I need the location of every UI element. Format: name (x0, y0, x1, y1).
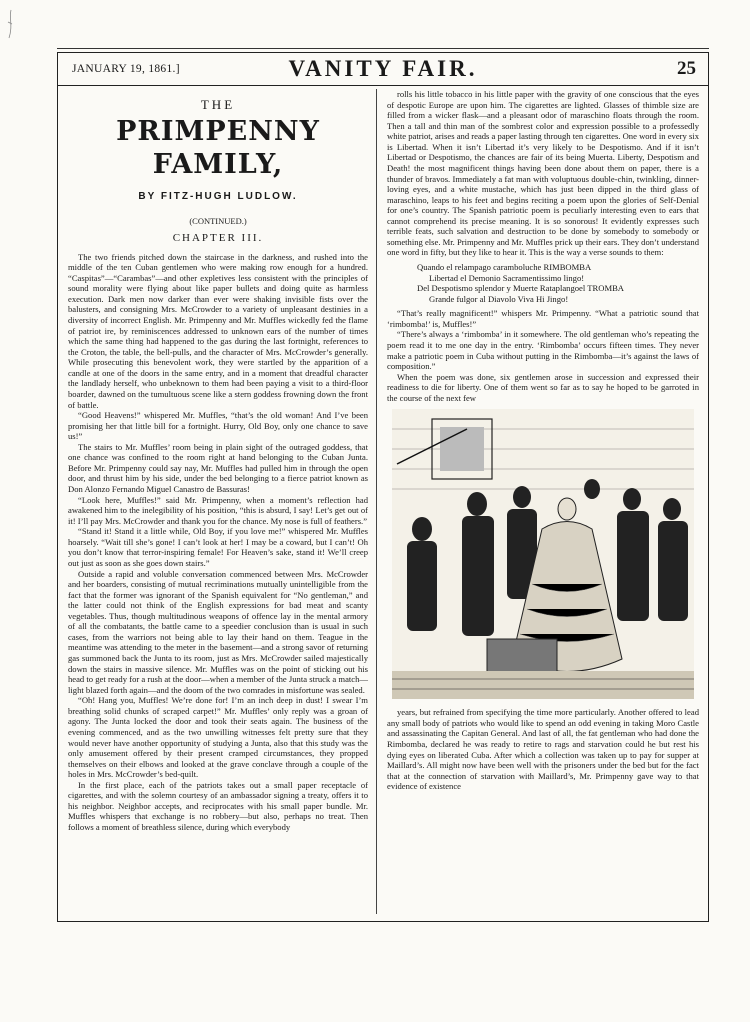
pencil-mark (3, 8, 23, 53)
newspaper-page (57, 52, 709, 922)
poem-line: Del Despotismo splendor y Muerte Rataplangoel TROMBA (417, 283, 625, 294)
top-rule (57, 48, 709, 49)
poem-line: Grande fulgor al Diavolo Viva Hi Jingo! (429, 293, 569, 304)
paragraph: “Good Heavens!” whispered Mr. Muffles, “that’s the old woman! And I’ve been promising her that little bill for a fortnight. Hurry, Old Boy, only one chance to save us!” (68, 410, 368, 442)
right-column (387, 89, 699, 792)
paragraph: The stairs to Mr. Muffles’ room being in plain sight of the outraged goddess, that one chance was confined to the room right at hand belonging to the Cuban Junta. Before Mr. Primpenny could say nay, Mr. Muffles had pulled him in through the open door, and thrust him by his side, under the bed belonging to a fierce patriot known as Don Alonzo Fernando Miguel Canastro de Bassuras! (68, 441, 368, 495)
page-number: 25 (677, 58, 696, 79)
paragraph: Outside a rapid and voluble conversation commenced between Mrs. McCrowder and her boarders, consisting of mutual recriminations mutually unintelligible from the fact that the former was ignorant of the Spanish equivalent for “No gentleman,” and the latter could not think of the English expressions for bad meat and scanty vegetables. Thus, though multitudinous weapons of offence lay in the mental armory of all the combatants, the battle came to a speedier conclusion than is usual in such cases, from the warriors not being able to lay their hand on them. Teague in the meantime was attending to the meter in the basement—and a strong savor of returning gas summoned back the Junta to its room, just as Mrs. McCrowder sailed majestically down the stairs in massive silence. Mr. Muffles was on the point of sticking out his head to get ready for a rush at the door—when a member of the Junta struck a match—light blazed forth again—and the doom of the two comrades in misfortune was sealed. (68, 568, 368, 695)
continued-label: (CONTINUED.) (189, 215, 247, 226)
paragraph: rolls his little tobacco in his little paper with the gravity of one conscious that the eyes of despotic Europe are upon him. The cigarettes are lighted. Glasses of thimble size are filled from a wicker flask—and a pleasant odor of maraschino floats through the room. Then a tall and thin man of the sombrest color and expression possible to a professedly white patriot, arises and reads a paper lasting through ten cigarettes. One word in every six is Libertad. When it isn’t Libertad it’s very likely to be Despotismo. And if it isn’t Libertad or Despotismo, the chances are fair of its being Muerta. Liberty, Despotism and Death! the most magnificent things having been done about them on paper, there is a thunder of bravos. Immediately a fat man with voluptuous double-chin, twinkling, dinner-loving eyes, and a white mustache, which has just been dipped in the third glass of maraschino, leaps to his feet and begins reciting a poem upon the glories of Self-Denial for one’s country. The Spanish patriotic poem is peculiarly interesting even to ears that cannot comprehend its precise meaning. It is so sonorous! It evidently expresses such terrible feats, such salvation and destruction to be done by somebody to somebody or something else. Mr. Primpenny and Mr. Muffles prick up their ears. They don’t understand one word in fifty, but they like to hear it. This is the way a verse sounds to them: (387, 89, 699, 258)
paragraph: “There’s always a ‘rimbomba’ in it somewhere. The old gentleman who’s repeating the poem read it to me one day in the entry. ‘Rimbomba’ occurs fifteen times. They never make a patriotic poem in Cuba without putting in the Rimbomba—it’s against the laws of composition.” (387, 329, 699, 372)
paragraph: “That’s really magnificent!” whispers Mr. Primpenny. “What a patriotic sound that ‘rimbomba!’ is, Muffles!” (387, 308, 699, 329)
chapter-heading: CHAPTER III. (172, 232, 264, 245)
story-title: PRIMPENNY FAMILY, (116, 115, 320, 181)
engraving-illustration-icon (392, 409, 694, 699)
masthead-title: VANITY FAIR. (288, 56, 478, 81)
paragraph: The two friends pitched down the staircase in the darkness, and rushed into the middle of the ten Cuban gentlemen who were making row enough for a hundred. “Caspitas”—“Carambas”—and other expletives less consistent with the principles of sound morality were flying about like paper bullets and doing quite as harmless execution. Dark men now darker than ever were shaking invisible fists over the balusters, and consigning Mrs. McCrowder to a variety of unpleasant destinies in a diversity of incorrect English. Mr. Primpenny and Mr. Muffles wickedly fed the flame of patriot ire, by reminiscences addressed to unknown ears of the number of times which the same thing had happened to the gas during the last fortnight, references to the Croton, the table, the bell-pulls, and the character of Mrs. McCrowder’s generally. While prosecuting this benevolent work, they were startled by the apparition of a candle at one of the doors in the same entry, and in a moment that dreadful character the landlady herself, who unbeknown to them had been paying a visit to a third-floor boarder, dawned on the tumultuous scene like a stern goddess frowning down the front of battle. (68, 251, 368, 410)
paragraph: “Oh! Hang you, Muffles! We’re done for! I’m an inch deep in dust! I swear I’m breathing solid chunks of scraped carpet!” Mr. Muffles’ only reply was a groan of agony. The Junta locked the door and took their seats again. The business of the evening commenced, and as the two unwilling witnesses felt pretty sure that they would never have another opportunity of studying a Junta, also that this study was the only amusement offered by their present cramped circumstances, they propped themselves on their elbows and looked at the grave conclave through a couple of the holes in Mrs. McCrowder’s bed-quilt. (68, 695, 368, 780)
poem-line: Libertad el Demonio Sacramentissimo lingo! (429, 272, 585, 283)
paragraph: years, but refrained from specifying the time more particularly. Another offered to lead any small body of patriots who would like to spend an odd evening in taking Moro Castle and assassinating the Capitan General. And last of all, the fat gentleman who had done the Rimbomba, declared he was ready to retire to rags and starvation could he but rest his dying eyes on liberated Cuba. After which a collection was taken up to pay for supper at Maillard’s. All might now have been well with the prisoners under the bed but for the fact that at the connection of starvation with Maillard’s, Mr. Primpenny gave way to that evidence of existence (387, 707, 699, 792)
paragraph: “Look here, Muffles!” said Mr. Primpenny, when a moment’s reflection had awakened him to the inelegibility of his position, “this is absurd, I say! Let’s get out of it! I’ll pay Mrs. McCrowder and thank you for the chance. My nose is full of feathers.” (68, 494, 368, 526)
page-header (58, 53, 708, 86)
poem-verse (417, 262, 699, 304)
column-divider (376, 89, 377, 914)
poem-line: Quando el relampago caramboluche RIMBOMBA (417, 262, 592, 272)
paragraph: In the first place, each of the patriots takes out a small paper receptacle of cigarettes, and with the solemn courtesy of an ambassador signing a treaty, offers it to his neighbor. Neighbor accepts, and reciprocates with his small paper bundle. Mr. Muffles whispers that exchange is no robbery—but also, perhaps no treat. Then follows a moment of breathless silence, during which everybody (68, 779, 368, 833)
story-author: BY FITZ-HUGH LUDLOW. (138, 191, 298, 203)
paragraph: When the poem was done, six gentlemen arose in succession and expressed their readiness to die for liberty. One of them went so far as to say he hoped to be garroted in the course of the next few (387, 371, 699, 403)
story-title-prefix: THE (200, 97, 236, 112)
issue-date: JANUARY 19, 1861.] (72, 63, 180, 75)
paragraph: “Stand it! Stand it a little while, Old Boy, if you love me!” whispered Mr. Muffles hoarsely. “Wait till she’s gone! I can’t look at her! I may be a coward, but I can’t! Oh you don’t know that terror-inspiring female! For Heaven’s sake, stand it! We’ll creep out just as soon as she goes down stairs.” (68, 526, 368, 568)
left-column (68, 89, 368, 833)
